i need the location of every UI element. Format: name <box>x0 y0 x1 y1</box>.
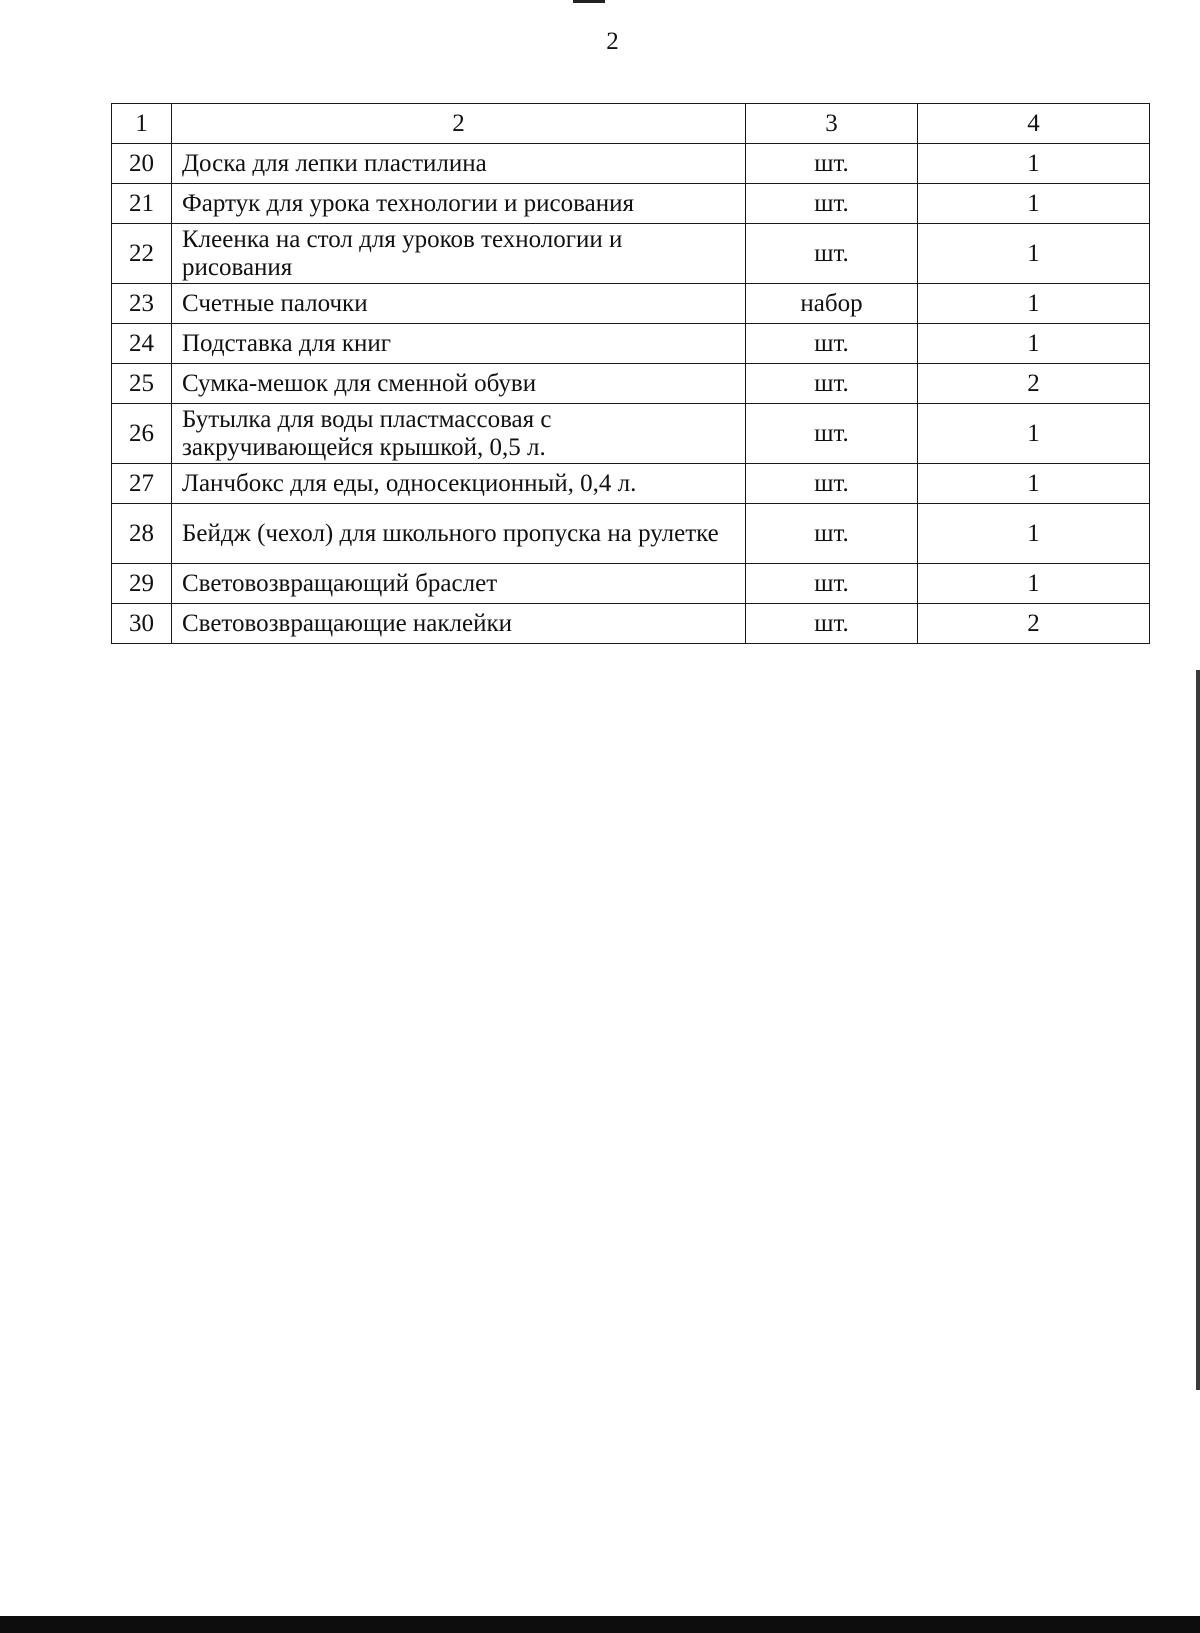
item-name-cell: Клеенка на стол для уроков технологии и рисования <box>172 224 746 284</box>
row-number-cell: 23 <box>112 284 172 324</box>
row-number-cell: 30 <box>112 604 172 644</box>
quantity-cell: 1 <box>918 504 1150 564</box>
row-number-cell: 29 <box>112 564 172 604</box>
quantity-cell: 1 <box>918 284 1150 324</box>
row-number-cell: 20 <box>112 144 172 184</box>
header-cell-col-3: 3 <box>746 104 918 144</box>
header-cell-col-4: 4 <box>918 104 1150 144</box>
item-name-cell: Фартук для урока технологии и рисования <box>172 184 746 224</box>
table-row <box>112 504 1150 564</box>
row-number-cell: 21 <box>112 184 172 224</box>
table-row <box>112 464 1150 504</box>
row-number-cell: 26 <box>112 404 172 464</box>
table-row <box>112 604 1150 644</box>
items-table <box>111 103 1150 644</box>
table-row <box>112 284 1150 324</box>
unit-cell: набор <box>746 284 918 324</box>
item-name-cell: Бутылка для воды пластмассовая с закручивающейся крышкой, 0,5 л. <box>172 404 746 464</box>
top-scan-mark <box>573 0 605 3</box>
item-name-cell: Счетные палочки <box>172 284 746 324</box>
unit-cell: шт. <box>746 144 918 184</box>
quantity-cell: 1 <box>918 184 1150 224</box>
table-row <box>112 184 1150 224</box>
quantity-cell: 2 <box>918 364 1150 404</box>
table-row <box>112 324 1150 364</box>
item-name-cell: Бейдж (чехол) для школьного пропуска на рулетке <box>172 504 746 564</box>
table-header-row <box>112 104 1150 144</box>
unit-cell: шт. <box>746 464 918 504</box>
table-row <box>112 224 1150 284</box>
row-number-cell: 25 <box>112 364 172 404</box>
unit-cell: шт. <box>746 224 918 284</box>
quantity-cell: 1 <box>918 224 1150 284</box>
table-row <box>112 364 1150 404</box>
scan-edge-shadow <box>1196 670 1200 1390</box>
quantity-cell: 1 <box>918 144 1150 184</box>
unit-cell: шт. <box>746 324 918 364</box>
quantity-cell: 1 <box>918 324 1150 364</box>
unit-cell: шт. <box>746 184 918 224</box>
item-name-cell: Подставка для книг <box>172 324 746 364</box>
item-name-cell: Световозвращающий браслет <box>172 564 746 604</box>
quantity-cell: 1 <box>918 404 1150 464</box>
item-name-cell: Ланчбокс для еды, односекционный, 0,4 л. <box>172 464 746 504</box>
table-row <box>112 404 1150 464</box>
unit-cell: шт. <box>746 604 918 644</box>
table-row <box>112 564 1150 604</box>
table-row <box>112 144 1150 184</box>
quantity-cell: 1 <box>918 564 1150 604</box>
item-name-cell: Сумка-мешок для сменной обуви <box>172 364 746 404</box>
unit-cell: шт. <box>746 564 918 604</box>
unit-cell: шт. <box>746 364 918 404</box>
row-number-cell: 22 <box>112 224 172 284</box>
quantity-cell: 2 <box>918 604 1150 644</box>
row-number-cell: 24 <box>112 324 172 364</box>
page-number: 2 <box>606 28 619 55</box>
item-name-cell: Доска для лепки пластилина <box>172 144 746 184</box>
row-number-cell: 28 <box>112 504 172 564</box>
unit-cell: шт. <box>746 504 918 564</box>
items-table-body <box>112 104 1150 644</box>
scan-bottom-border <box>0 1616 1200 1633</box>
unit-cell: шт. <box>746 404 918 464</box>
quantity-cell: 1 <box>918 464 1150 504</box>
header-cell-col-2: 2 <box>172 104 746 144</box>
header-cell-col-1: 1 <box>112 104 172 144</box>
item-name-cell: Световозвращающие наклейки <box>172 604 746 644</box>
row-number-cell: 27 <box>112 464 172 504</box>
